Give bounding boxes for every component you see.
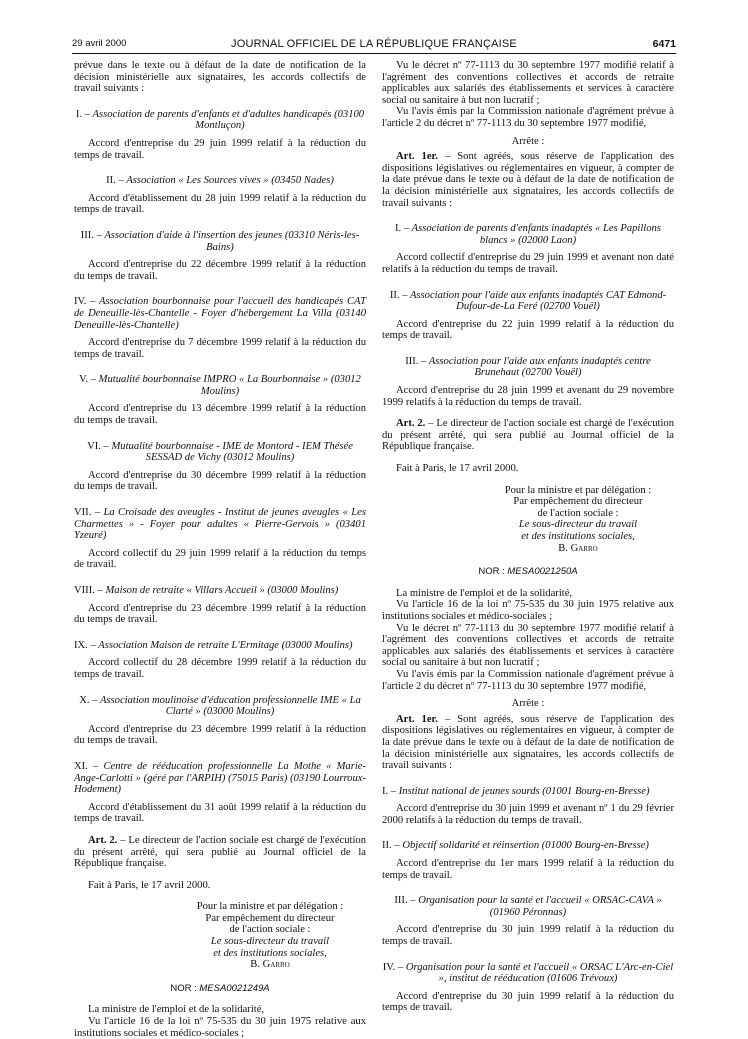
item-title: – Association bourbonnaise pour l'accueil des handicapés CAT de Deneuille-lès-Chantelle - Foyer d'hébergement La Villa (03140 Deneuille-lès-Chantelle) — [74, 296, 366, 331]
item-number: XI. — [74, 760, 88, 772]
item-text: Accord d'entreprise du 22 juin 1999 relatif à la réduction du temps de travail. — [382, 318, 674, 342]
item-number: III. — [405, 355, 419, 367]
item-title: – Association moulinoise d'éducation professionnelle IME « La Clarté » (03000 Moulins) — [89, 694, 361, 718]
article-text: – Le directeur de l'action sociale est chargé de l'exécution du présent arrêté, qui sera publié au Journal officiel de la République française. — [382, 418, 674, 453]
arrete-heading: Arrête : — [511, 698, 545, 710]
item-title: – Centre de rééducation professionnelle La Mothe « Marie-Ange-Carlotti » (géré par l'ARPIH) (75015 Paris) (03190 Lourroux-Hodement) — [74, 760, 366, 796]
vu-decret-paragraph: Vu le décret nº 77-1113 du 30 septembre 1977 modifié relatif à l'agrément des conventions collectives et accords de retraite applicables aux salariés des établissements et services à caractère social ou sanitaire à but non lucratif ; — [382, 60, 674, 106]
vu-paragraph: Vu l'article 16 de la loi nº 75-535 du 30 juin 1975 relative aux institutions sociales et médico-sociales ; — [382, 599, 674, 622]
article-1 — [382, 714, 674, 772]
item-title: – Association de parents d'enfants et d'adultes handicapés (03100 Montluçon) — [82, 108, 365, 132]
signature-line: et des institutions sociales, — [521, 531, 635, 542]
item-title: – Organisation pour la santé et l'accueil « ORSAC L'Arc-en-Ciel », institut de rééducation (01606 Trévoux) — [395, 961, 674, 985]
item-text: Accord d'entreprise du 30 juin 1999 relatif à la réduction du temps de travail. — [382, 990, 674, 1014]
item-heading — [382, 223, 674, 246]
signature-name: B. Garro — [558, 542, 598, 554]
item-title: – La Croisade des aveugles - Institut de jeunes aveugles « Les Charmettes » - Foyer pour adultes « Pierre-Gervois » (03401 Yzeuré) — [74, 507, 366, 542]
item-heading — [74, 230, 366, 253]
header-rule — [72, 53, 676, 54]
item-heading — [74, 374, 366, 397]
item-text: Accord collectif du 28 décembre 1999 relatif à la réduction du temps de travail. — [74, 657, 366, 680]
article-text: – Sont agréés, sous réserve de l'application des dispositions législatives ou réglementaires en vigueur, à compter de la date prévue dans le texte ou à défaut de la date de notification de la décision ministérielle aux signataires, les accords collectifs de travail suivants : — [382, 713, 674, 772]
item-title: – Association pour l'aide aux enfants inadaptés centre Brunehaut (02700 Vouël) — [418, 355, 651, 379]
item-number: I. — [395, 223, 402, 235]
nor-code: MESA0021250A — [507, 566, 578, 578]
item-heading — [74, 296, 366, 331]
header-title: JOURNAL OFFICIEL DE LA RÉPUBLIQUE FRANÇAISE — [231, 38, 517, 50]
item-title: – Mutualité bourbonnaise - IME de Montord - IEM Thésée SESSAD de Vichy (03012 Moulins) — [100, 440, 353, 464]
item-title: – Objectif solidarité et réinsertion (01000 Bourg-en-Bresse) — [391, 840, 649, 852]
item-title: – Maison de retraite « Villars Accueil » (03000 Moulins) — [94, 585, 339, 596]
item-title: – Association « Les Sources vives » (03450 Nades) — [115, 175, 334, 187]
signature-block — [482, 485, 674, 555]
item-number: IX. — [74, 639, 88, 651]
item-heading — [382, 962, 674, 985]
item-number: III. — [80, 229, 94, 241]
item-heading — [382, 786, 674, 798]
item-heading — [382, 356, 674, 379]
item-heading — [74, 695, 366, 718]
item-title: – Association pour l'aide aux enfants inadaptés CAT Edmond-Dufour-de-La Feré (02700 Vouël) — [399, 289, 667, 313]
article-2 — [382, 418, 674, 453]
signature-line: Par empêchement du directeur — [513, 496, 643, 508]
article-1 — [382, 151, 674, 209]
item-text: Accord d'entreprise du 23 décembre 1999 relatif à la réduction du temps de travail. — [74, 723, 366, 747]
item-text: Accord d'entreprise du 1er mars 1999 relatif à la réduction du temps de travail. — [382, 858, 674, 881]
done-at: Fait à Paris, le 17 avril 2000. — [88, 879, 211, 891]
signature-line: Par empêchement du directeur — [205, 912, 335, 924]
item-title: – Association de parents d'enfants inadaptés « Les Papillons blancs » (02000 Laon) — [401, 223, 661, 246]
item-heading — [74, 175, 366, 187]
item-text: Accord d'entreprise du 23 décembre 1999 relatif à la réduction du temps de travail. — [74, 602, 366, 626]
article-label: Art. 1er. — [396, 151, 438, 163]
item-number: II. — [389, 289, 400, 301]
right-item-list-2 — [382, 786, 674, 1014]
item-text: Accord d'établissement du 28 juin 1999 relatif à la réduction du temps de travail. — [74, 192, 366, 216]
item-title: – Organisation pour la santé et l'accueil « ORSAC-CAVA » (01960 Péronnas) — [407, 895, 662, 918]
item-title: – Mutualité bourbonnaise IMPRO « La Bourbonnaise » (03012 Moulins) — [88, 374, 361, 397]
article-label: Art. 2. — [88, 834, 118, 846]
arrete-heading: Arrête : — [511, 135, 545, 147]
item-heading — [382, 840, 674, 852]
item-heading — [74, 761, 366, 796]
item-number: II. — [382, 840, 392, 852]
item-heading — [382, 895, 674, 918]
done-at: Fait à Paris, le 17 avril 2000. — [396, 463, 519, 475]
right-item-list — [382, 223, 674, 408]
nor-label: NOR : — [170, 982, 197, 994]
left-item-list — [74, 109, 366, 825]
signature-line: Le sous-directeur du travail — [518, 519, 638, 531]
header-date: 29 avril 2000 — [72, 38, 127, 49]
item-number: X. — [79, 694, 90, 706]
signature-line: et des institutions sociales, — [213, 947, 327, 959]
item-number: I. — [382, 785, 389, 797]
item-number: IV. — [382, 961, 396, 973]
item-heading — [382, 290, 674, 313]
article-2 — [74, 835, 366, 870]
header-page-number: 6471 — [652, 38, 676, 50]
signature-line: Pour la ministre et par délégation : — [504, 484, 652, 496]
vu-paragraph: Vu l'article 16 de la loi nº 75-535 du 30 juin 1975 relative aux institutions sociales et médico-sociales ; — [74, 1016, 366, 1039]
nor-label: NOR : — [478, 566, 505, 578]
item-text: Accord d'établissement du 31 août 1999 relatif à la réduction du temps de travail. — [74, 801, 366, 825]
page-header — [0, 0, 748, 52]
signature-line: de l'action sociale : — [229, 924, 311, 936]
left-column — [74, 60, 366, 1039]
item-text: Accord d'entreprise du 22 décembre 1999 relatif à la réduction du temps de travail. — [74, 259, 366, 282]
item-text: Accord collectif du 29 juin 1999 relatif à la réduction du temps de travail. — [74, 547, 366, 571]
vu-avis-paragraph: Vu l'avis émis par la Commission nationale d'agrément prévue à l'article 2 du décret nº 77-1113 du 30 septembre 1977 modifié, — [382, 668, 674, 692]
item-text: Accord collectif d'entreprise du 29 juin 1999 et avenant non daté relatifs à la réduction du temps de travail. — [382, 252, 674, 275]
item-text: Accord d'entreprise du 7 décembre 1999 relatif à la réduction du temps de travail. — [74, 337, 366, 360]
item-number: II. — [106, 175, 116, 187]
nor-reference — [74, 983, 366, 995]
item-text: Accord d'entreprise du 29 juin 1999 relatif à la réduction du temps de travail. — [74, 137, 366, 161]
item-text: Accord d'entreprise du 13 décembre 1999 relatif à la réduction du temps de travail. — [74, 403, 366, 427]
item-text: Accord d'entreprise du 30 décembre 1999 relatif à la réduction du temps de travail. — [74, 469, 366, 493]
minister-line: La ministre de l'emploi et de la solidarité, — [396, 587, 573, 599]
vu-avis-paragraph: Vu l'avis émis par la Commission nationale d'agrément prévue à l'article 2 du décret nº 77-1113 du 30 septembre 1977 modifié, — [382, 106, 674, 129]
article-label: Art. 1er. — [396, 713, 438, 725]
right-column — [382, 60, 674, 1014]
article-text: – Sont agréés, sous réserve de l'application des dispositions législatives ou réglementaires en vigueur, à compter de la date prévue dans le texte ou à défaut de la date de notification de la décision ministérielle aux signataires, les accords collectifs de travail suivants : — [382, 151, 674, 209]
item-number: IV. — [74, 296, 87, 308]
item-heading — [74, 585, 366, 597]
signature-block — [174, 901, 366, 971]
item-heading — [74, 507, 366, 542]
item-text: Accord d'entreprise du 28 juin 1999 et avenant du 29 novembre 1999 relatifs à la réduction du temps de travail. — [382, 385, 674, 408]
item-number: VIII. — [74, 585, 95, 596]
item-heading — [74, 441, 366, 464]
item-number: VI. — [87, 440, 101, 452]
nor-reference — [382, 566, 674, 578]
item-number: VII. — [74, 507, 92, 519]
item-number: V. — [79, 374, 89, 386]
item-text: Accord d'entreprise du 30 juin 1999 relatif à la réduction du temps de travail. — [382, 924, 674, 948]
item-title: – Association d'aide à l'insertion des jeunes (03310 Néris-les-Bains) — [93, 229, 360, 253]
article-text: – Le directeur de l'action sociale est chargé de l'exécution du présent arrêté, qui sera publié au Journal officiel de la République française. — [74, 834, 366, 870]
item-heading — [74, 109, 366, 132]
item-title: – Institut national de jeunes sourds (01001 Bourg-en-Bresse) — [388, 785, 650, 797]
item-text: Accord d'entreprise du 30 juin 1999 et avenant nº 1 du 29 février 2000 relatifs à la réduction du temps de travail. — [382, 803, 674, 826]
vu-decret-paragraph: Vu le décret nº 77-1113 du 30 septembre 1977 modifié relatif à l'agrément des conventions collectives et accords de retraite applicables aux salariés des établissements et services à caractère social ou sanitaire à but non lucratif ; — [382, 622, 674, 669]
item-heading — [74, 640, 366, 652]
item-number: I. — [75, 108, 83, 120]
minister-line: La ministre de l'emploi et de la solidarité, — [88, 1004, 265, 1016]
nor-code: MESA0021249A — [199, 982, 270, 994]
item-title: – Association Maison de retraite L'Ermitage (03000 Moulins) — [87, 639, 353, 651]
signature-line: de l'action sociale : — [537, 507, 619, 519]
signature-line: Pour la ministre et par délégation : — [196, 901, 344, 913]
intro-paragraph: prévue dans le texte ou à défaut de la date de notification de la décision ministérielle aux signataires, les accords collectifs de travail suivants : — [74, 60, 366, 95]
signature-line: Le sous-directeur du travail — [210, 936, 330, 948]
article-label: Art. 2. — [396, 418, 426, 430]
signature-name: B. Garro — [250, 959, 290, 971]
item-number: III. — [394, 895, 408, 907]
